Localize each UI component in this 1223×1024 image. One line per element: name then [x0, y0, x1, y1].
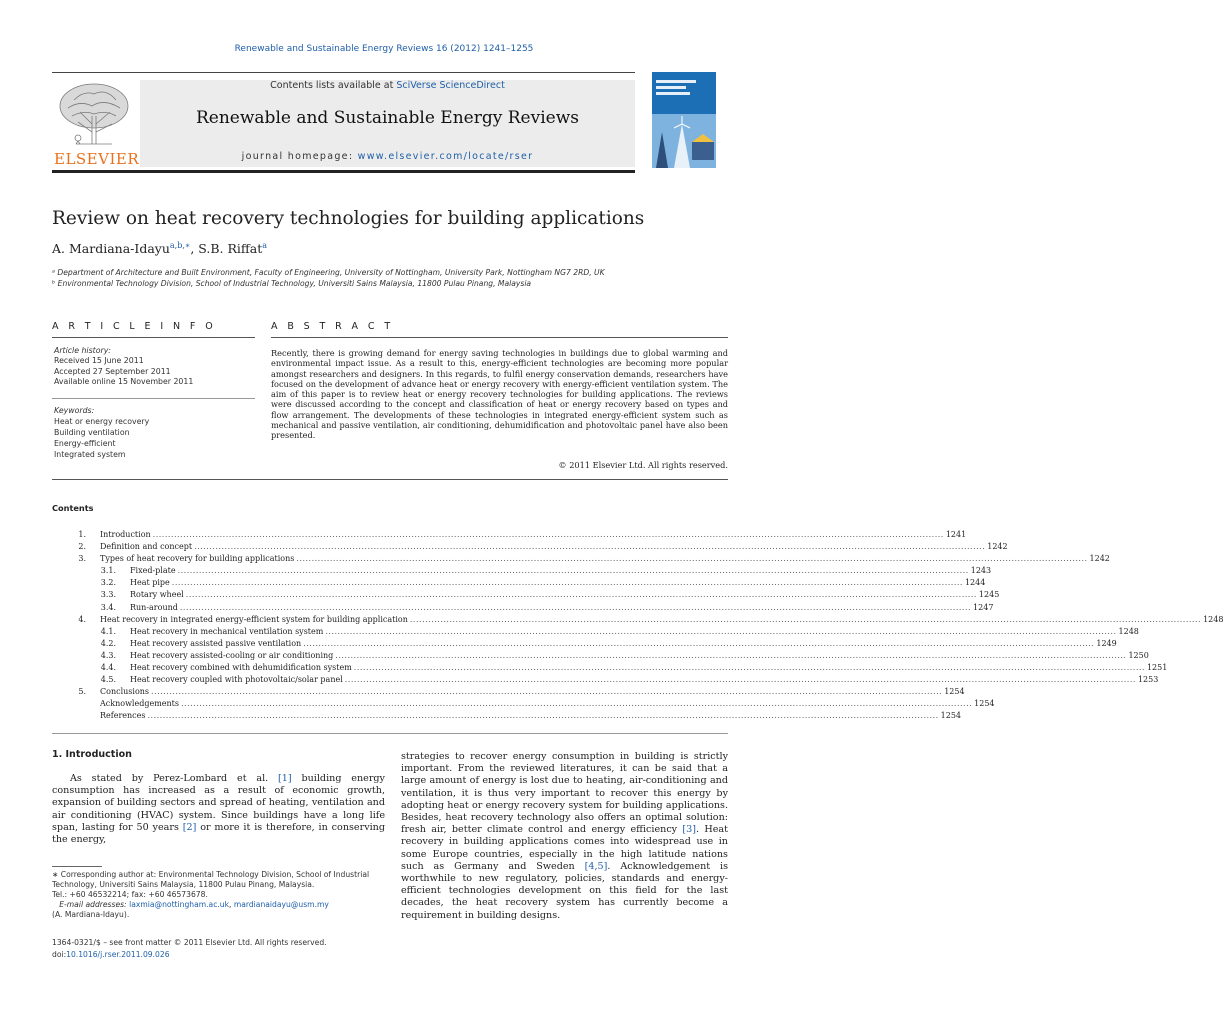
received-date: Received 15 June 2011: [54, 356, 144, 366]
section-heading: 1. Introduction: [52, 749, 132, 760]
abstract-copyright: © 2011 Elsevier Ltd. All rights reserved.: [558, 460, 728, 470]
keyword[interactable]: Building ventilation: [54, 428, 130, 437]
toc-number: 4.2.: [100, 638, 116, 648]
journal-homepage: [140, 151, 635, 162]
toc-page-number[interactable]: 1241: [945, 530, 967, 539]
toc-entry[interactable]: [52, 711, 962, 723]
intro-paragraph-right: [401, 751, 728, 922]
journal-citation[interactable]: Renewable and Sustainable Energy Reviews 16 (2012) 1241–1255: [234, 44, 534, 54]
history-label: Article history:: [54, 346, 111, 355]
toc-title[interactable]: Heat recovery in integrated energy-efficient system for building application: [100, 614, 408, 624]
citation-link[interactable]: [3]: [682, 824, 697, 836]
toc-number: 2.: [78, 542, 86, 552]
author-affiliation-marker[interactable]: a: [262, 241, 268, 250]
abstract-text: Recently, there is growing demand for energy saving technologies in buildings due to global warming and environmental impact issue. As a result to this, energy-efficient technologies are becoming more popular amongst researchers and designers. In this regards, to fulfil energy conservation demands, researchers have focused on the development of advance heat or energy recovery with energy-efficient ventilation system. The aim of this paper is to review heat or energy recovery technologies for building applications. The reviews were discussed according to the concept and classification of heat or energy recovery based on types and flow arrangement. The developments of these technologies in integrated energy-efficient system such as mechanical and passive ventilation, air conditioning, dehumidification and photovoltaic panel have also been presented.: [271, 348, 728, 441]
contents-heading: Contents: [52, 503, 94, 513]
toc-entry[interactable]: [52, 626, 1139, 639]
toc-title[interactable]: Acknowledgements: [100, 699, 179, 709]
toc-page-number[interactable]: 1253: [1137, 675, 1159, 685]
footnote-rule: [52, 866, 102, 867]
citation-link[interactable]: [2]: [182, 821, 197, 833]
intro-text: . Acknowledgement is worthwhile to new regulatory, policies, standards and energy-efficient technologies development on this field for the last decades, the heat recovery system has currently become a requirement in building designs.: [401, 860, 729, 921]
doi-label: doi:: [52, 950, 67, 959]
divider: [271, 337, 728, 338]
toc-number: 3.1.: [100, 566, 116, 576]
toc-title[interactable]: Heat recovery assisted passive ventilation: [130, 638, 302, 648]
email-link[interactable]: mardianaidayu@usm.my: [233, 900, 329, 909]
toc-title[interactable]: Run-around: [130, 602, 178, 612]
issn-line: 1364-0321/$ – see front matter © 2011 Elsevier Ltd. All rights reserved.: [52, 938, 327, 947]
toc-number: 4.4.: [100, 663, 116, 673]
toc-number: 1.: [78, 530, 86, 539]
toc-title[interactable]: Heat recovery combined with dehumidification system: [130, 663, 352, 673]
toc-leader-dots: ....................................................................................................................................................................................................................................................................: [185, 590, 977, 600]
intro-paragraph-left: [52, 773, 385, 846]
toc-entry[interactable]: [52, 566, 992, 578]
toc-page-number[interactable]: 1247: [973, 602, 994, 612]
toc-page-number[interactable]: 1250: [1128, 650, 1149, 660]
author-affiliation-marker[interactable]: a,b,∗: [169, 241, 191, 250]
affiliation-b: ᵇ Environmental Technology Division, School of Industrial Technology, Universiti Sains Malaysia, 11800 Pulau Pinang, Malaysia: [52, 279, 532, 288]
toc-entry[interactable]: [52, 650, 1149, 663]
article-history: [54, 346, 193, 388]
toc-title[interactable]: Introduction: [100, 530, 151, 539]
toc-leader-dots: ....................................................................................................................................................................................................................................................................: [147, 711, 939, 721]
corresponding-author-footnote: [52, 870, 385, 920]
toc-page-number[interactable]: 1254: [974, 699, 995, 709]
toc-page-number[interactable]: 1242: [987, 542, 1008, 552]
divider: [52, 733, 728, 734]
author-name[interactable]: A. Mardiana-Idayu: [52, 241, 170, 257]
toc-leader-dots: ....................................................................................................................................................................................................................................................................: [180, 699, 973, 709]
toc-entry[interactable]: [52, 530, 967, 542]
abstract-heading: A B S T R A C T: [271, 321, 394, 332]
toc-title[interactable]: Types of heat recovery for building applications: [100, 554, 295, 564]
toc-leader-dots: ....................................................................................................................................................................................................................................................................: [344, 675, 1136, 685]
author-separator: ,: [190, 241, 199, 257]
journal-cover-thumbnail[interactable]: [652, 72, 716, 168]
toc-page-number[interactable]: 1249: [1096, 638, 1117, 648]
keyword[interactable]: Energy-efficient: [54, 439, 116, 448]
toc-entry[interactable]: [52, 638, 1117, 651]
toc-leader-dots: ....................................................................................................................................................................................................................................................................: [177, 566, 969, 576]
toc-title[interactable]: Heat recovery coupled with photovoltaic/solar panel: [130, 675, 343, 685]
toc-entry[interactable]: [52, 578, 986, 590]
author-list: [52, 241, 267, 256]
toc-number: 3.3.: [100, 590, 116, 600]
table-of-contents: [52, 530, 1223, 724]
toc-number: 3.: [78, 554, 86, 564]
citation-link[interactable]: [4,5]: [584, 860, 608, 872]
toc-number: 4.: [78, 614, 86, 624]
divider: [52, 337, 255, 338]
toc-leader-dots: ....................................................................................................................................................................................................................................................................: [194, 542, 986, 552]
elsevier-wordmark: ELSEVIER: [54, 150, 140, 168]
contents-availability: [140, 80, 635, 91]
keywords-label: Keywords:: [54, 406, 95, 415]
journal-title: Renewable and Sustainable Energy Reviews: [196, 108, 579, 128]
toc-leader-dots: ....................................................................................................................................................................................................................................................................: [303, 638, 1095, 648]
toc-entry[interactable]: [52, 675, 1159, 687]
sciencedirect-link[interactable]: SciVerse ScienceDirect: [396, 80, 505, 91]
toc-number: 3.2.: [100, 578, 116, 588]
article-title: Review on heat recovery technologies for building applications: [52, 208, 645, 229]
intro-text: strategies to recover energy consumption in building is strictly important. From the reviewed literatures, it can be said that a large amount of energy is lost due to heating, air-conditioning and ventilation, it is thus very important to recover this energy by adopting heat or energy recovery system for building applications. Besides, heat recovery technology also offers an optimal solution: fresh air, better climate control and energy efficiency: [401, 751, 728, 836]
toc-page-number[interactable]: 1244: [964, 578, 986, 588]
toc-entry[interactable]: [52, 663, 1168, 675]
toc-entry[interactable]: [52, 542, 1008, 554]
toc-entry[interactable]: [52, 687, 965, 699]
toc-page-number[interactable]: 1248: [1118, 626, 1139, 636]
divider: [52, 398, 255, 399]
intro-text: or more it is therefore, in conserving the energy,: [52, 821, 385, 846]
keywords-block: [54, 405, 149, 460]
toc-page-number[interactable]: 1248: [1203, 614, 1223, 624]
toc-leader-dots: ....................................................................................................................................................................................................................................................................: [335, 650, 1127, 660]
keyword[interactable]: Integrated system: [54, 450, 126, 459]
toc-title[interactable]: Heat recovery assisted-cooling or air conditioning: [130, 650, 334, 660]
article-info-heading: A R T I C L E I N F O: [52, 321, 217, 332]
toc-number: 4.3.: [100, 650, 116, 660]
toc-page-number[interactable]: 1254: [944, 687, 965, 697]
toc-leader-dots: ....................................................................................................................................................................................................................................................................: [296, 554, 1088, 564]
toc-leader-dots: ....................................................................................................................................................................................................................................................................: [151, 687, 943, 697]
toc-entry[interactable]: [52, 590, 1000, 602]
toc-title[interactable]: References: [100, 711, 146, 721]
toc-leader-dots: ....................................................................................................................................................................................................................................................................: [152, 530, 944, 539]
email-separator: ,: [229, 900, 234, 909]
toc-page-number[interactable]: 1243: [970, 566, 992, 576]
toc-leader-dots: ....................................................................................................................................................................................................................................................................: [171, 578, 963, 588]
toc-number: 3.4.: [100, 602, 116, 612]
accepted-date: Accepted 27 September 2011: [54, 366, 171, 376]
affiliation-a: ᵃ Department of Architecture and Built Environment, Faculty of Engineering, University of Nottingham, University Park, Nottingham NG7 2RD, UK: [52, 268, 605, 277]
contents-prefix: Contents lists available at: [270, 80, 397, 91]
toc-page-number[interactable]: 1254: [940, 711, 962, 721]
citation-link[interactable]: [1]: [278, 773, 292, 784]
toc-title[interactable]: Definition and concept: [100, 542, 193, 552]
toc-number: 4.1.: [100, 626, 116, 636]
toc-number: 4.5.: [100, 675, 116, 685]
intro-text: As stated by Perez-Lombard et al.: [70, 773, 279, 784]
online-date: Available online 15 November 2011: [54, 377, 194, 387]
toc-page-number[interactable]: 1242: [1089, 554, 1110, 564]
homepage-link[interactable]: www.elsevier.com/locate/rser: [357, 151, 534, 162]
toc-entry[interactable]: [52, 614, 1223, 627]
toc-page-number[interactable]: 1251: [1146, 663, 1168, 673]
corresponding-author-note: ∗ Corresponding author at: Environmental Technology Division, School of Industrial Technology, Universiti Sains Malaysia, 11800 Pulau Pinang, Malaysia.: [52, 870, 370, 889]
toc-leader-dots: ....................................................................................................................................................................................................................................................................: [409, 614, 1202, 624]
author-name[interactable]: S.B. Riffat: [198, 241, 263, 257]
intro-text: building energy consumption has increased as a result of economic growth, expansion of building sectors and spread of heating, ventilation and air conditioning (HVAC) system. Since buildings have a long life span, lasting for 50 years: [52, 773, 385, 833]
toc-entry[interactable]: [52, 602, 994, 615]
toc-entry[interactable]: [52, 699, 995, 711]
toc-title[interactable]: Rotary wheel: [130, 590, 184, 600]
toc-title[interactable]: Heat pipe: [130, 578, 170, 588]
intro-text: . Heat recovery in building applications comes into widespread use in some Europe countries, especially in the high latitude nations such as Germany and Sweden: [401, 824, 728, 872]
front-matter: [52, 937, 327, 961]
toc-title[interactable]: Heat recovery in mechanical ventilation system: [130, 626, 324, 636]
toc-title[interactable]: Fixed-plate: [130, 566, 176, 576]
doi-link[interactable]: 10.1016/j.rser.2011.09.026: [66, 950, 170, 959]
email-owner: (A. Mardiana-Idayu).: [52, 910, 130, 919]
email-label: E-mail addresses:: [59, 900, 127, 909]
homepage-prefix: journal homepage:: [241, 151, 358, 162]
keyword[interactable]: Heat or energy recovery: [54, 417, 150, 426]
toc-leader-dots: ....................................................................................................................................................................................................................................................................: [179, 602, 972, 612]
email-link[interactable]: laxmia@nottingham.ac.uk: [129, 900, 229, 909]
toc-leader-dots: ....................................................................................................................................................................................................................................................................: [353, 663, 1145, 673]
toc-title[interactable]: Conclusions: [100, 687, 150, 697]
contact-phone: Tel.: +60 46532214; fax: +60 46573678.: [52, 890, 208, 899]
divider: [52, 479, 728, 480]
toc-entry[interactable]: [52, 554, 1110, 566]
toc-page-number[interactable]: 1245: [978, 590, 1000, 600]
toc-leader-dots: ....................................................................................................................................................................................................................................................................: [325, 626, 1117, 636]
toc-number: 5.: [78, 687, 86, 697]
